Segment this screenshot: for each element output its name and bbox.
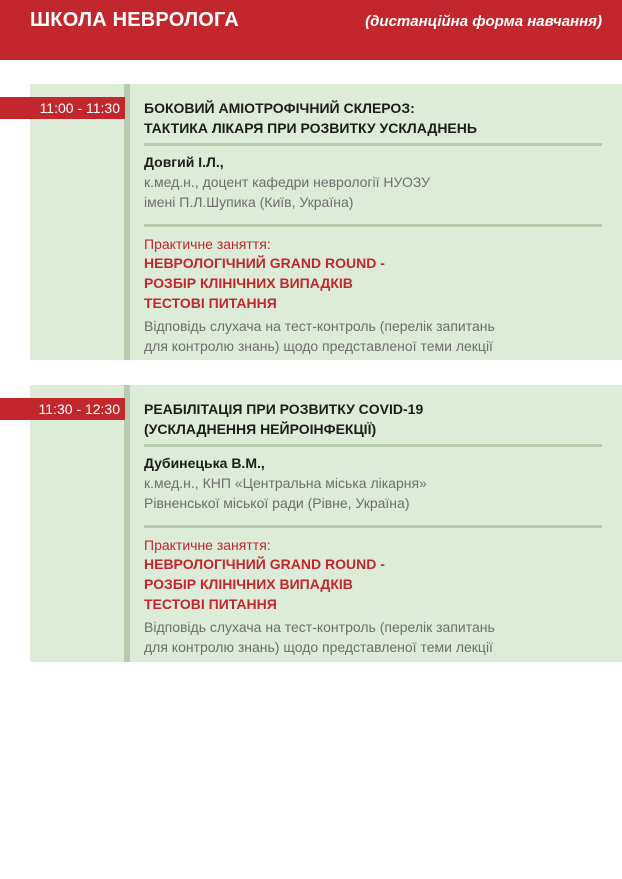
practice-label: Практичне заняття: <box>144 236 271 252</box>
session-card <box>30 84 622 360</box>
answer-line: для контролю знань) щодо представленої теми лекції <box>144 639 493 655</box>
speaker-info-line: Рівненської міської ради (Рівне, Україна) <box>144 495 410 511</box>
school-title: ШКОЛА НЕВРОЛОГА <box>30 9 239 31</box>
practice-title-line: РОЗБІР КЛІНІЧНИХ ВИПАДКІВ <box>144 576 353 592</box>
session-divider-bar <box>124 385 130 662</box>
practice-title-line: РОЗБІР КЛІНІЧНИХ ВИПАДКІВ <box>144 275 353 291</box>
lecture-title-line: ТАКТИКА ЛІКАРЯ ПРИ РОЗВИТКУ УСКЛАДНЕНЬ <box>144 120 477 136</box>
lecture-title-line: БОКОВИЙ АМІОТРОФІЧНИЙ СКЛЕРОЗ: <box>144 100 415 116</box>
answer-line: для контролю знань) щодо представленої теми лекції <box>144 338 493 354</box>
page-header <box>0 0 622 60</box>
session-content <box>144 98 602 356</box>
divider <box>144 444 602 447</box>
session-content <box>144 399 602 657</box>
answer-line: Відповідь слухача на тест-контроль (перелік запитань <box>144 318 495 334</box>
speaker-info-line: імені П.Л.Шупика (Київ, Україна) <box>144 194 354 210</box>
divider <box>144 525 602 528</box>
session-divider-bar <box>124 84 130 360</box>
lecture-title-line: (УСКЛАДНЕННЯ НЕЙРОІНФЕКЦІЇ) <box>144 421 377 437</box>
session-card <box>30 385 622 662</box>
time-badge: 11:00 - 11:30 <box>0 97 125 119</box>
practice-title-line: ТЕСТОВІ ПИТАННЯ <box>144 596 277 612</box>
time-badge: 11:30 - 12:30 <box>0 398 125 420</box>
practice-title-line: НЕВРОЛОГІЧНИЙ GRAND ROUND - <box>144 255 385 271</box>
lecture-title-line: РЕАБІЛІТАЦІЯ ПРИ РОЗВИТКУ COVID-19 <box>144 401 424 417</box>
speaker-name: Дубинецька В.М., <box>144 455 265 471</box>
practice-title-line: НЕВРОЛОГІЧНИЙ GRAND ROUND - <box>144 556 385 572</box>
form-of-study: (дистанційна форма навчання) <box>365 13 602 30</box>
practice-title-line: ТЕСТОВІ ПИТАННЯ <box>144 295 277 311</box>
speaker-info-line: к.мед.н., КНП «Центральна міська лікарня» <box>144 475 427 491</box>
divider <box>144 224 602 227</box>
speaker-info-line: к.мед.н., доцент кафедри неврології НУОЗУ <box>144 174 431 190</box>
practice-label: Практичне заняття: <box>144 537 271 553</box>
divider <box>144 143 602 146</box>
answer-line: Відповідь слухача на тест-контроль (перелік запитань <box>144 619 495 635</box>
speaker-name: Довгий І.Л., <box>144 154 224 170</box>
